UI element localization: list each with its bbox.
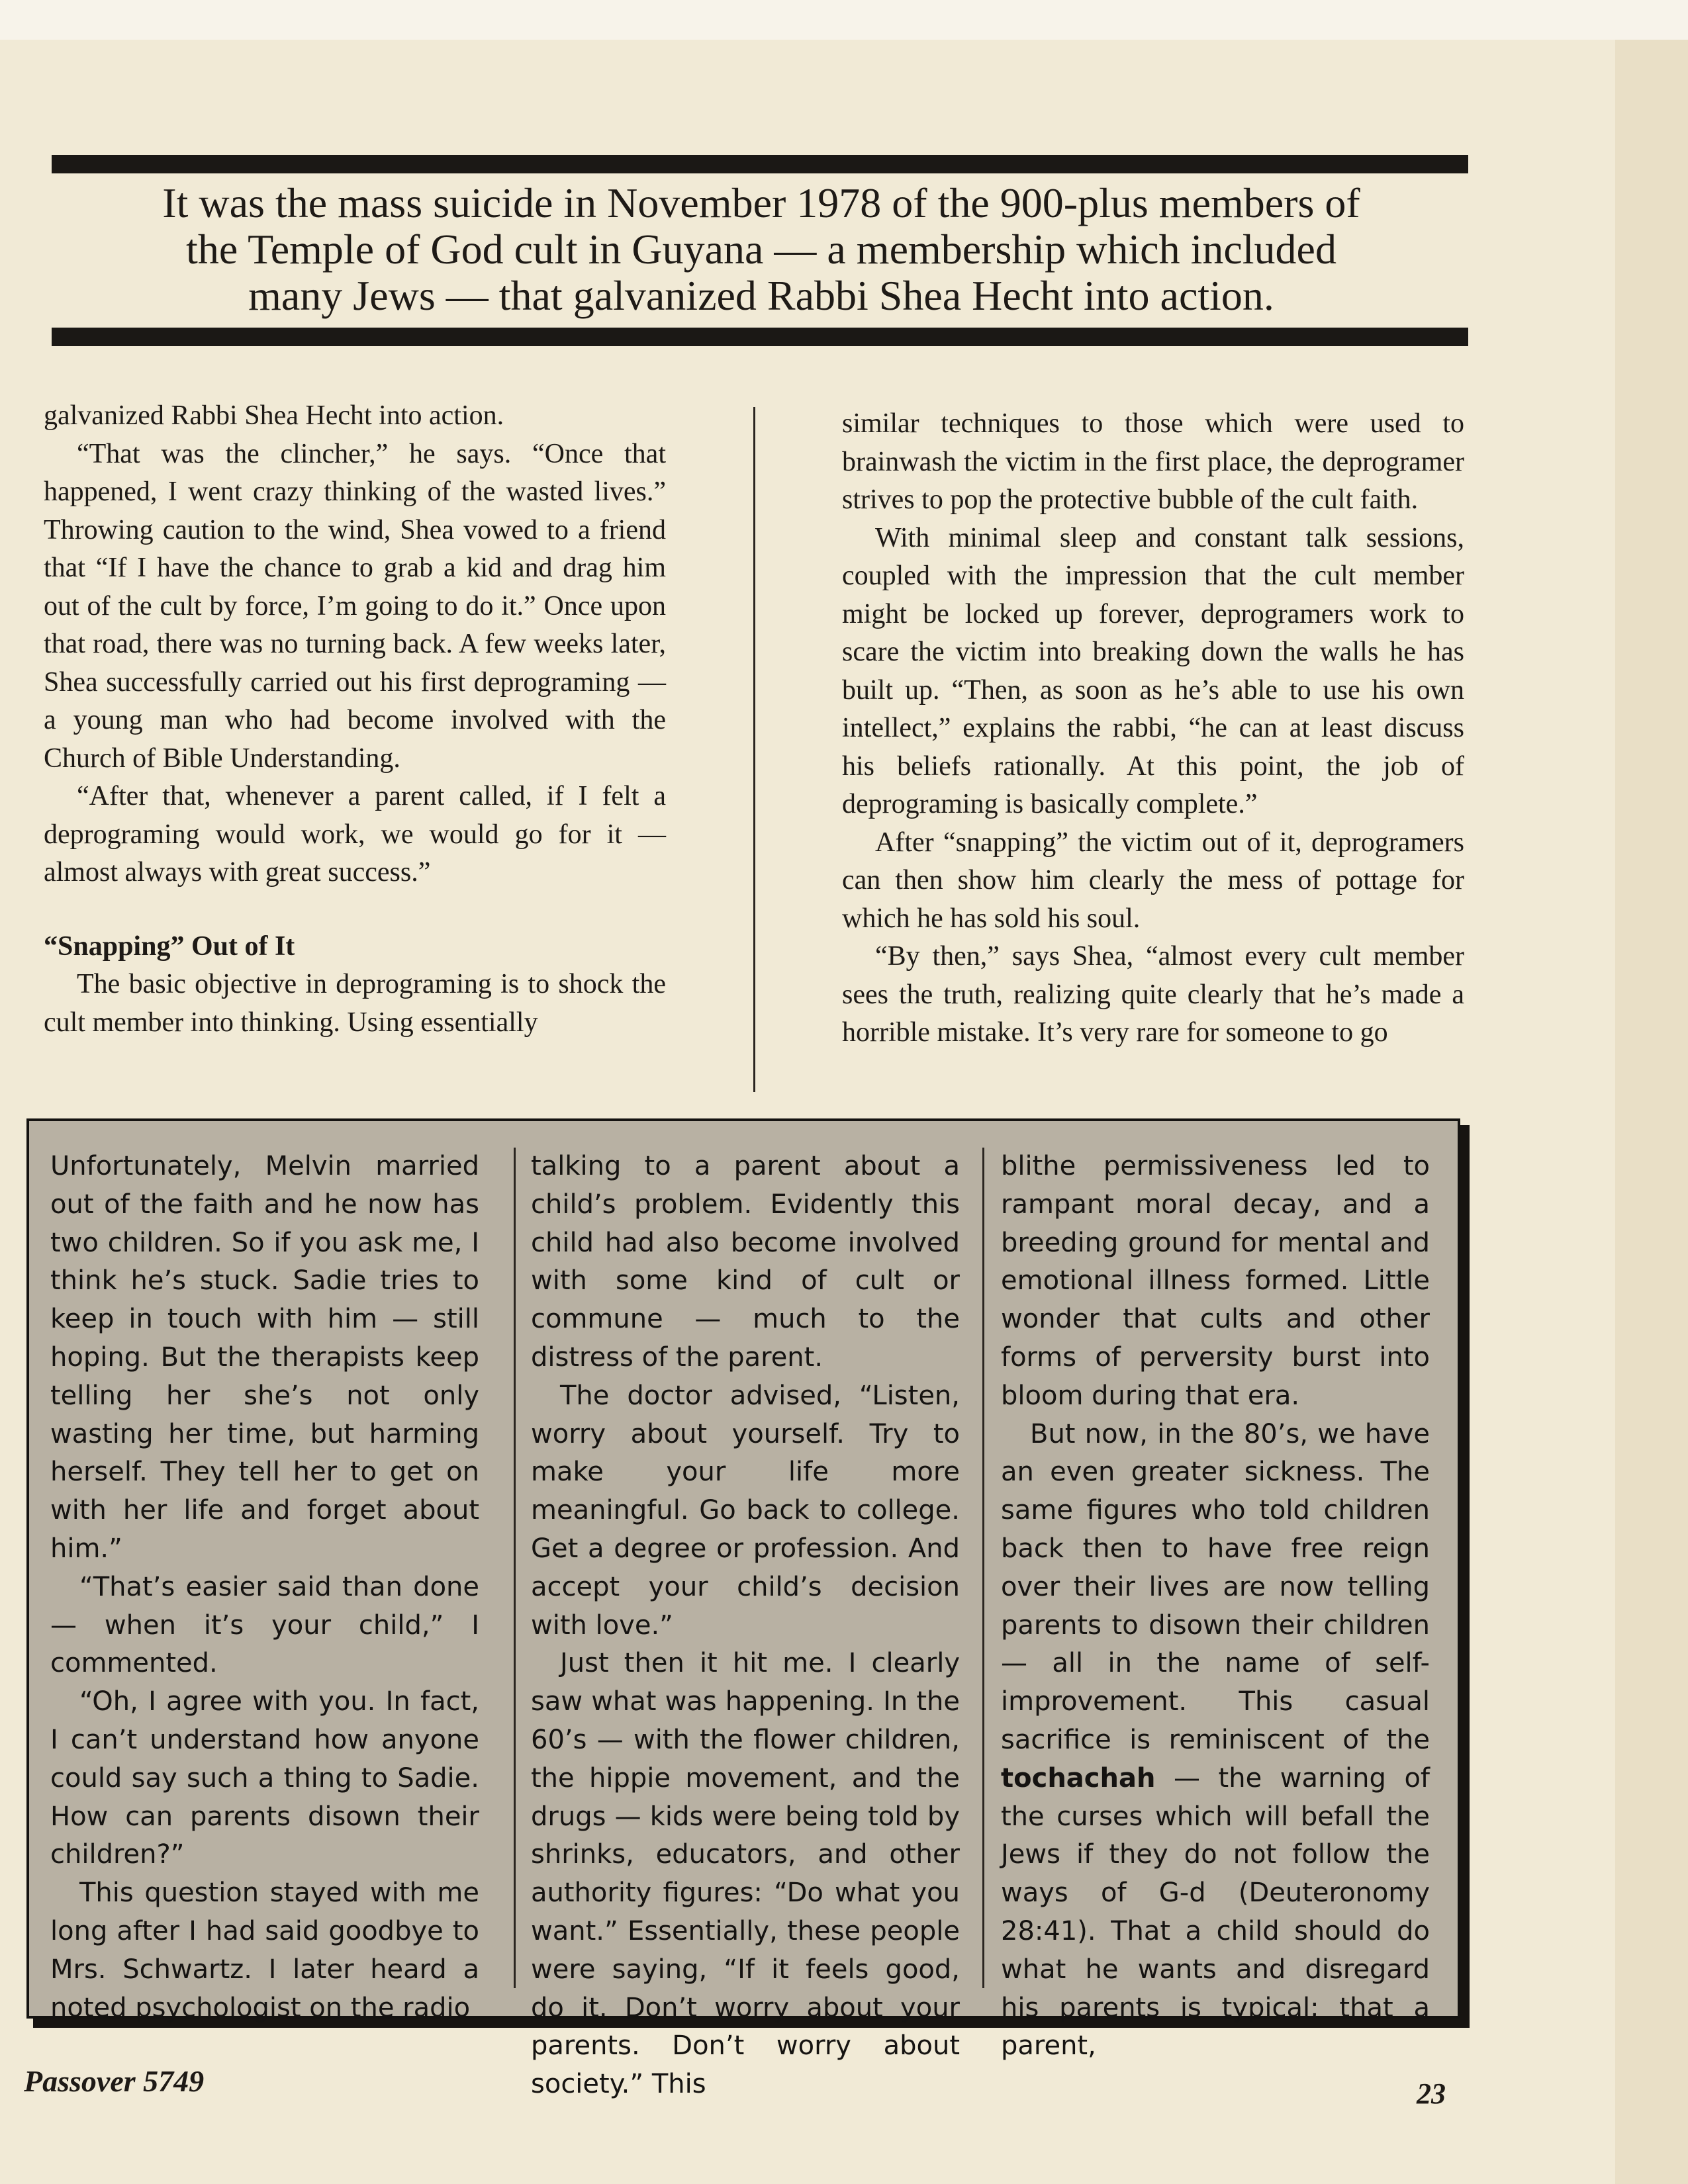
page-top-margin — [0, 0, 1688, 40]
sidebar-divider — [982, 1148, 984, 1988]
article-paragraph: “By then,” says Shea, “almost every cult member sees the truth, realizing quite clearly that he’s made a horrible mistake. It’s very rare for someone to go — [842, 941, 1464, 1048]
sidebar-paragraph — [1001, 1416, 1430, 2066]
article-paragraph: After “snapping” the victim out of it, deprogramers can then show him clearly the mess of pottage for which he has sold his soul. — [842, 827, 1464, 934]
sidebar-paragraph: “That’s easier said than done — when it’s your child,” I commented. — [50, 1571, 479, 1679]
pull-quote — [86, 180, 1436, 319]
page-number: 23 — [1417, 2077, 1446, 2110]
page-edge — [1615, 40, 1688, 2184]
sidebar-text: — the warning of the curses which will befall the Jews if they do not follow the ways of G-d (Deuteronomy 28:41). That a child should do what he wants and disregard his parents is typical; that a parent, — [1001, 1762, 1430, 2062]
sidebar-bold-term: tochachah — [1001, 1762, 1156, 1794]
sidebar-paragraph: Just then it hit me. I clearly saw what was happening. In the 60’s — with the flower children, the hippie movement, and the drugs — kids were being told by shrinks, educators, and other authority figures: “Do what you want.” Essentially, these people were saying, “If it feels good, do it. Don’t worry about your parents. Don’t worry about society.” This — [531, 1648, 960, 2100]
article-paragraph: The basic objective in deprograming is to shock the cult member into thinking. Using essentially — [44, 969, 666, 1038]
issue-label: Passover 5749 — [24, 2064, 205, 2098]
sidebar-paragraph: “Oh, I agree with you. In fact, I can’t understand how anyone could say such a thing to Sadie. How can parents disown their children?” — [50, 1686, 479, 1870]
sidebar-column-3 — [1001, 1148, 1430, 2066]
sidebar-column-1 — [50, 1148, 479, 2027]
section-subheading: “Snapping” Out of It — [44, 931, 295, 962]
sidebar-paragraph: The doctor advised, “Listen, worry about yourself. Try to make your life more meaningful. Go back to college. Get a degree or profession. And accept your child’s decision with love.” — [531, 1380, 960, 1641]
pull-quote-line: many Jews — that galvanized Rabbi Shea Hecht into action. — [248, 272, 1274, 319]
column-divider — [753, 407, 755, 1092]
article-paragraph: With minimal sleep and constant talk sessions, coupled with the impression that the cult member might be locked up forever, deprogramers work to scare the victim into breaking down the walls he has built up. “Then, as soon as he’s able to use his own intellect,” explains the rabbi, “he can at least discuss his beliefs rationally. At this point, the job of deprograming is basically complete.” — [842, 522, 1464, 819]
pull-quote-line: It was the mass suicide in November 1978 of the 900-plus members of — [162, 179, 1360, 226]
article-paragraph: similar techniques to those which were used to brainwash the victim in the first place, the deprogramer strives to pop the protective bubble of the cult faith. — [842, 408, 1464, 515]
article-left-column — [44, 397, 666, 1042]
sidebar-paragraph: talking to a parent about a child’s problem. Evidently this child had also become involved with some kind of cult or commune — much to the distress of the parent. — [531, 1151, 960, 1373]
pull-quote-bottom-rule — [52, 328, 1468, 346]
sidebar-divider — [514, 1148, 516, 1988]
pull-quote-top-rule — [52, 155, 1468, 173]
article-paragraph: galvanized Rabbi Shea Hecht into action. — [44, 400, 504, 431]
sidebar-text: But now, in the 80’s, we have an even greater sickness. The same figures who told children back then to have free reign over their lives are now telling parents to disown their children — all in the name of self-improvement. This casual sacrifice is reminiscent of the — [1001, 1418, 1430, 1755]
pull-quote-line: the Temple of God cult in Guyana — a membership which included — [186, 226, 1336, 273]
sidebar-column-2 — [531, 1148, 960, 2104]
article-right-column — [842, 405, 1464, 1052]
sidebar-paragraph: blithe permissiveness led to rampant moral decay, and a breeding ground for mental and emotional illness formed. Little wonder that cults and other forms of perversity burst into bloom during that era. — [1001, 1151, 1430, 1411]
sidebar-paragraph: This question stayed with me long after I had said goodbye to Mrs. Schwartz. I later heard a noted psychologist on the radio — [50, 1878, 479, 2023]
article-paragraph: “After that, whenever a parent called, if I felt a deprograming would work, we would go for it — almost always with great success.” — [44, 781, 666, 887]
sidebar-paragraph: Unfortunately, Melvin married out of the faith and he now has two children. So if you ask me, I think he’s stuck. Sadie tries to keep in touch with him — still hoping. But the therapists keep telling her she’s not only wasting her time, but harming herself. They tell her to get on with her life and forget about him.” — [50, 1151, 479, 1564]
article-paragraph: “That was the clincher,” he says. “Once that happened, I went crazy thinking of the wasted lives.” Throwing caution to the wind, Shea vowed to a friend that “If I have the chance to grab a kid and drag him out of the cult by force, I’m going to do it.” Once upon that road, there was no turning back. A few weeks later, Shea successfully carried out his first deprograming — a young man who had become involved with the Church of Bible Understanding. — [44, 438, 666, 774]
